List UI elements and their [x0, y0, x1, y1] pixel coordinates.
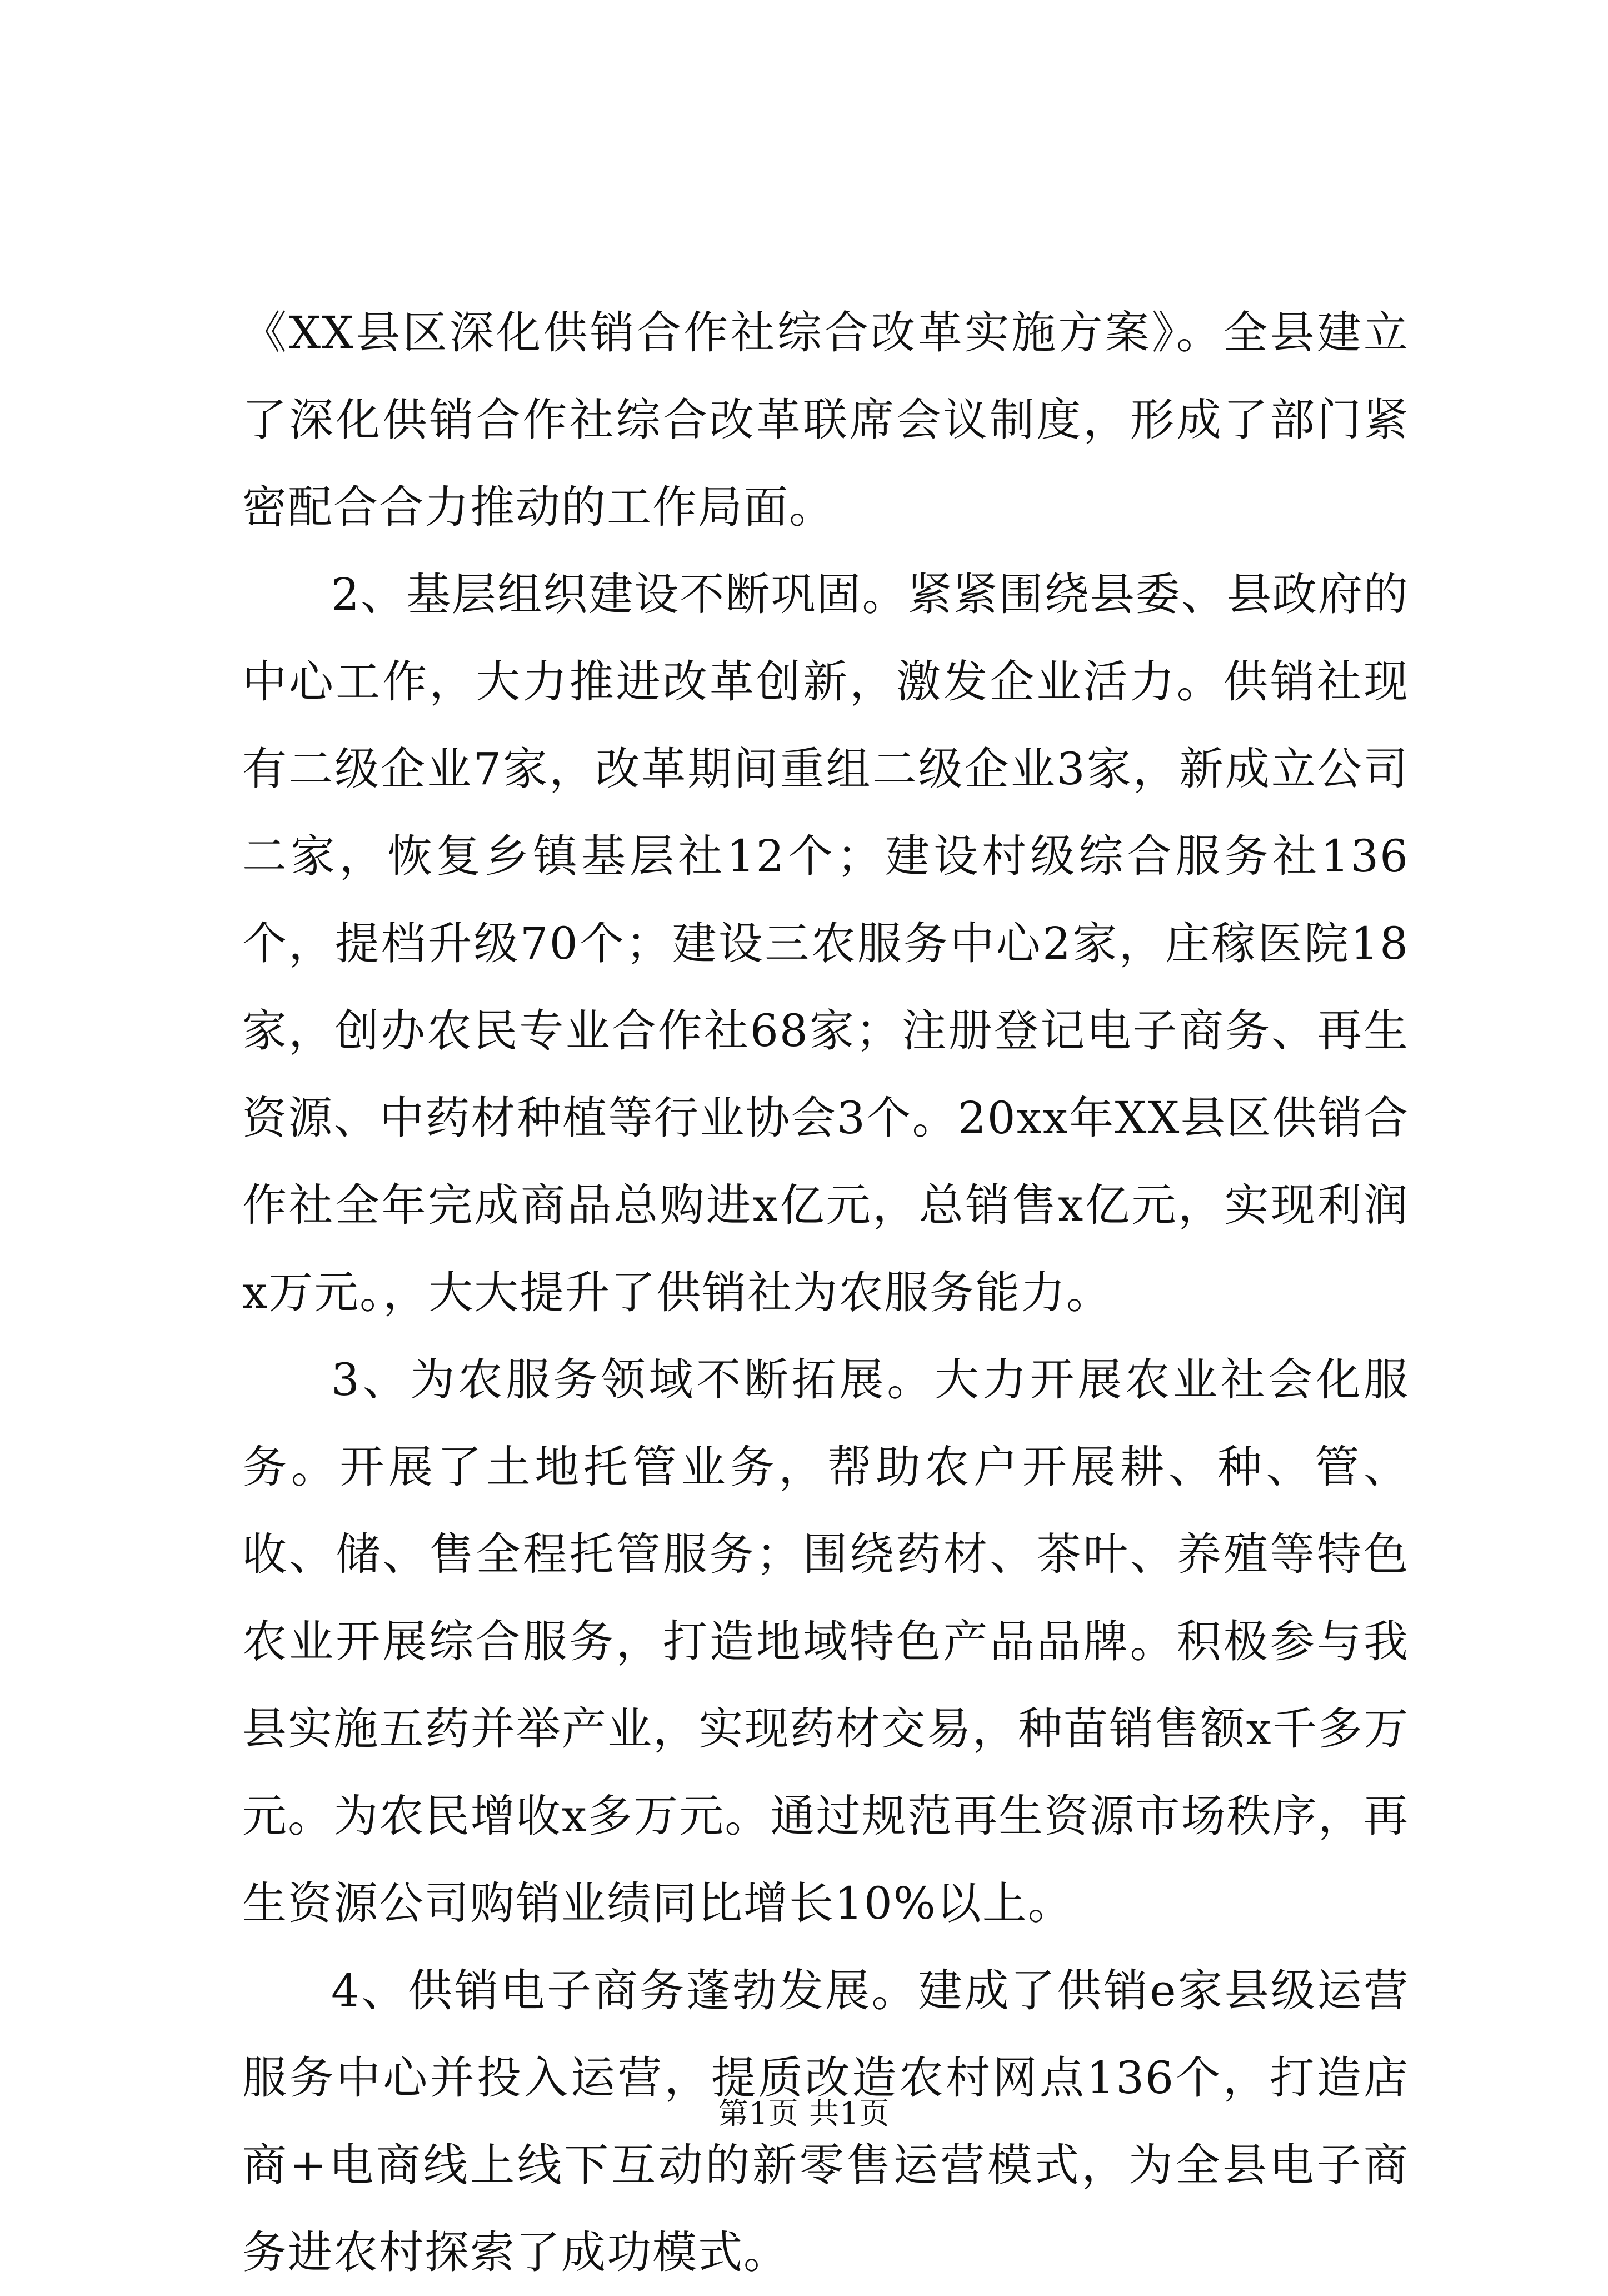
paragraph-grassroots-organization: 2、基层组织建设不断巩固。紧紧围绕县委、县政府的中心工作，大力推进改革创新，激发企业活力。供销社现有二级企业7家，改革期间重组二级企业3家，新成立公司二家，恢复乡镇基层社12个；建设村级综合服务社136个，提档升级70个；建设三农服务中心2家，庄稼医院18家，创办农民专业合作社68家；注册登记电子商务、再生资源、中药材种植等行业协会3个。20xx年XX县区供销合作社全年完成商品总购进x亿元，总销售x亿元，实现利润x万元。，大大提升了供销社为农服务能力。	[242, 569, 1409, 1318]
page-footer: 第1页 共1页	[718, 2096, 890, 2131]
document-body	[242, 289, 1409, 2296]
paragraph-agricultural-services: 3、为农服务领域不断拓展。大力开展农业社会化服务。开展了土地托管业务，帮助农户开展耕、种、管、收、储、售全程托管服务；围绕药材、茶叶、养殖等特色农业开展综合服务，打造地域特色产品品牌。积极参与我县实施五药并举产业，实现药材交易，种苗销售额x千多万元。为农民增收x多万元。通过规范再生资源市场秩序，再生资源公司购销业绩同比增长10%以上。	[242, 1354, 1409, 1929]
paragraph-e-commerce: 4、供销电子商务蓬勃发展。建成了供销e家县级运营服务中心并投入运营，提质改造农村网点136个，打造店商+电商线上线下互动的新零售运营模式，为全县电子商务进农村探索了成功模式。	[242, 1965, 1409, 2278]
paragraph-continuation: 《XX县区深化供销合作社综合改革实施方案》。全县建立了深化供销合作社综合改革联席会议制度，形成了部门紧密配合合力推动的工作局面。	[242, 307, 1409, 533]
